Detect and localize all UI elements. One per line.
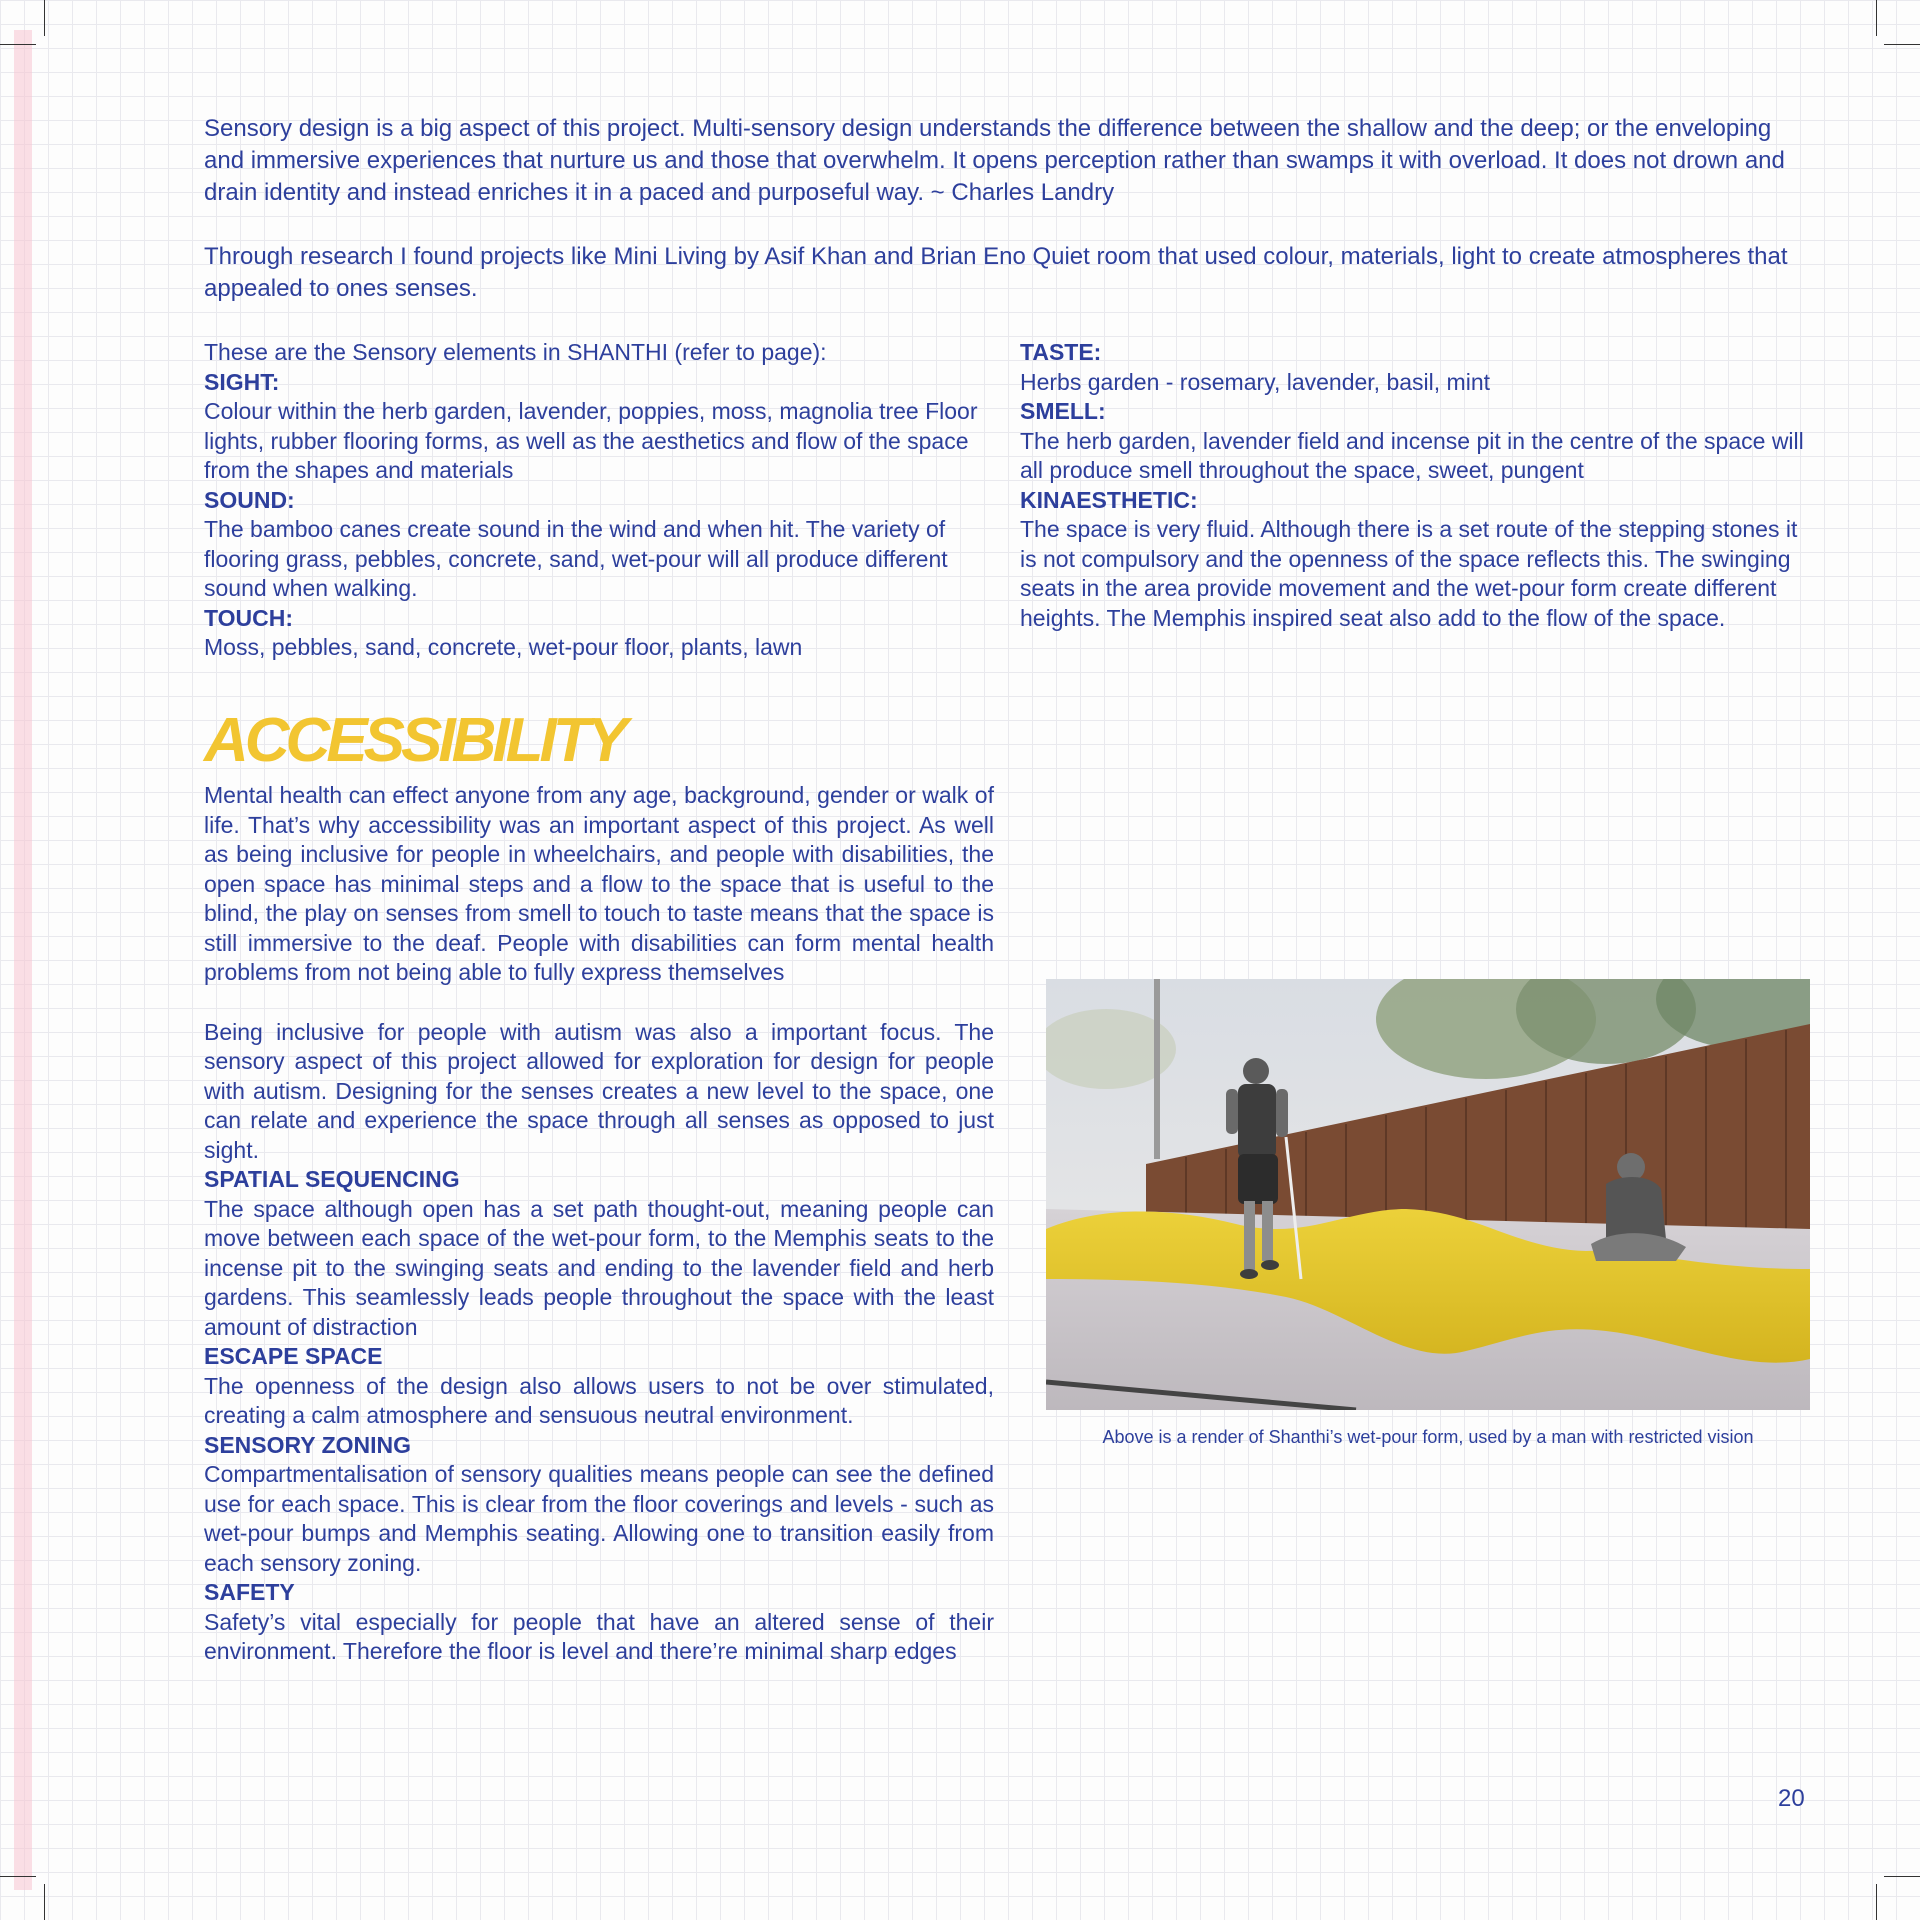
kinaesthetic-heading: KINAESTHETIC: [1020, 486, 1198, 513]
senses-intro: These are the Sensory elements in SHANTHI (refer to page): [204, 339, 827, 365]
sensory-zoning-heading: SENSORY ZONING [204, 1431, 412, 1458]
sensory-zoning-text: Compartmentalisation of sensory qualities means people can see the defined use for each space. This is clear from the floor coverings and levels - such as wet-pour bumps and Memphis seating. Allowing one to transition easily from each sensory zoning. [204, 1461, 994, 1576]
safety-text: Safety’s vital especially for people that have an altered sense of their environment. Therefore the floor is level and there’re minimal sharp edges [204, 1608, 994, 1664]
escape-space-heading: ESCAPE SPACE [204, 1343, 383, 1369]
smell-text: The herb garden, lavender field and incense pit in the centre of the space will all produce smell throughout the space, sweet, pungent [1020, 427, 1804, 483]
margin-band [14, 30, 32, 1890]
accessibility-paragraph-1: Mental health can effect anyone from any age, background, gender or walk of life. That’s why accessibility was an important aspect of this project. As well as being inclusive for people in wheelchairs, and people with disabilities, the open space has minimal steps and a flow to the space that is useful to the blind, the play on senses from smell to touch to taste means that the space is still immersive to the deaf. People with disabilities can form mental health problems from not being able to fully express themselves [204, 782, 994, 985]
crop-mark [44, 0, 45, 36]
escape-space-text: The openness of the design also allows users to not be over stimulated, creating a calm atmosphere and sensuous neutral environment. [204, 1372, 994, 1428]
crop-mark [44, 1884, 45, 1920]
spatial-sequencing-text: The space although open has a set path thought-out, meaning people can move between each space of the wet-pour form, to the Memphis seats to the incense pit to the swinging seats and ending to the lavender field and herb gardens. This seamlessly leads people throughout the space with the least amount of distraction [204, 1195, 994, 1340]
crop-mark [1876, 1884, 1877, 1920]
touch-text: Moss, pebbles, sand, concrete, wet-pour floor, plants, lawn [204, 634, 803, 660]
taste-text: Herbs garden - rosemary, lavender, basil, mint [1020, 368, 1490, 395]
senses-left-column [204, 338, 994, 663]
crop-mark [1884, 44, 1920, 45]
crop-mark [0, 44, 36, 45]
crop-mark [1876, 0, 1877, 36]
safety-heading: SAFETY [204, 1579, 295, 1605]
accessibility-section [204, 781, 994, 1667]
taste-heading: TASTE: [1020, 339, 1102, 365]
intro-quote: Sensory design is a big aspect of this project. Multi-sensory design understands the difference between the shallow and the deep; or the enveloping and immersive experiences that nurture us and those that overwhelm. It opens perception rather than swamps it with overload. It does not drown and drain identity and instead enriches it in a paced and purposeful way. ~ Charles Landry [204, 115, 1785, 206]
senses-right-column [1020, 338, 1820, 633]
smell-heading: SMELL: [1020, 398, 1106, 424]
crop-mark [0, 1876, 36, 1877]
sound-text: The bamboo canes create sound in the wind and when hit. The variety of flooring grass, pebbles, concrete, sand, wet-pour will all produce different sound when walking. [204, 516, 948, 601]
wet-pour-render-image [1046, 979, 1810, 1410]
accessibility-heading: ACCESSIBILITY [204, 706, 624, 775]
spatial-sequencing-heading: SPATIAL SEQUENCING [204, 1166, 460, 1192]
figure-caption: Above is a render of Shanthi’s wet-pour form, used by a man with restricted vision [1102, 1427, 1754, 1447]
accessibility-paragraph-2: Being inclusive for people with autism was also a important focus. The sensory aspect of this project allowed for exploration for design for people with autism. Designing for the senses creates a new level to the space, one can relate and experience the space through all senses as opposed to just sight. [204, 1018, 994, 1163]
page-number: 20 [1778, 1785, 1805, 1812]
crop-mark [1884, 1876, 1920, 1877]
sight-text: Colour within the herb garden, lavender, poppies, moss, magnolia tree Floor lights, rubber flooring forms, as well as the aesthetics and flow of the space from the shapes and materials [204, 398, 978, 483]
touch-heading: TOUCH: [204, 604, 294, 631]
intro-section [204, 113, 1804, 305]
intro-research: Through research I found projects like Mini Living by Asif Khan and Brian Eno Quiet room that used colour, materials, light to create atmospheres that appealed to ones senses. [204, 243, 1788, 302]
sound-heading: SOUND: [204, 486, 295, 513]
kinaesthetic-text: The space is very fluid. Although there is a set route of the stepping stones it is not compulsory and the openness of the space reflects this. The swinging seats in the area provide movement and the wet-pour form create different heights. The Memphis inspired seat also add to the flow of the space. [1020, 516, 1798, 631]
sight-heading: SIGHT: [204, 368, 280, 395]
